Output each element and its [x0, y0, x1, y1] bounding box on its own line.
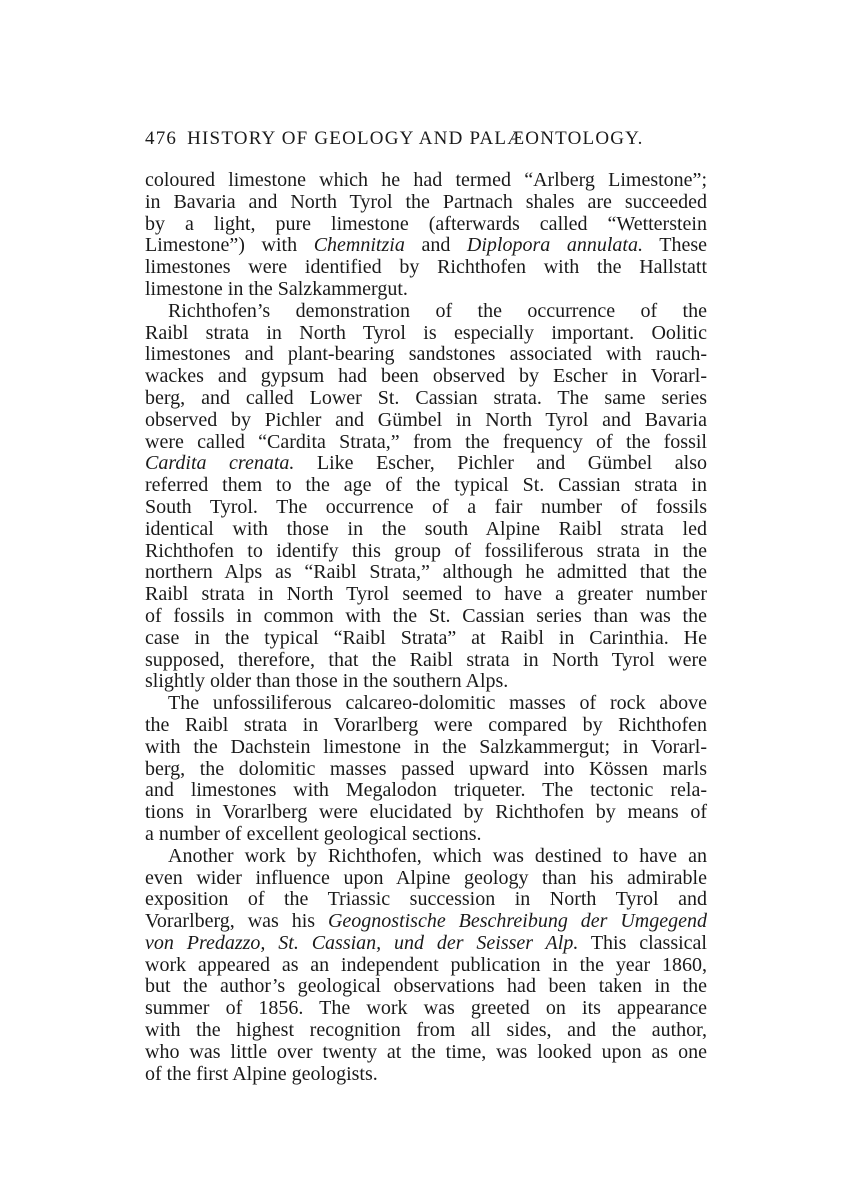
italic-text: Geognostische Beschreibung der Umgegend [327, 910, 707, 933]
text-line [145, 475, 707, 497]
text-line [145, 192, 707, 214]
text-line [145, 628, 707, 650]
line-text: Vorarlberg, was his [145, 910, 328, 933]
text-line [145, 606, 707, 628]
line-text: Richthofen’s demonstration of the occurrence of the [168, 299, 707, 322]
line-text: with the highest recognition from all sides, and the author, [145, 1019, 707, 1042]
text-line [145, 650, 707, 672]
line-text: northern Alps as “Raibl Strata,” although he admitted that the [145, 561, 707, 584]
line-text: even wider influence upon Alpine geology than his admirable [145, 866, 707, 889]
text-line [145, 933, 707, 955]
line-text: Like Escher, Pichler and Gümbel also [294, 452, 707, 475]
text-line [145, 257, 707, 279]
line-text: who was little over twenty at the time, was looked upon as one [145, 1040, 707, 1063]
line-text: Another work by Richthofen, which was destined to have an [168, 844, 707, 867]
line-text: These [642, 234, 707, 257]
line-text: the Raibl strata in Vorarlberg were compared by Richthofen [145, 713, 707, 736]
line-text: with the Dachstein limestone in the Salzkammergut; in Vorarl- [145, 735, 707, 758]
text-line [145, 214, 707, 236]
text-line [145, 846, 707, 868]
line-text: Richthofen to identify this group of fossiliferous strata in the [145, 539, 707, 562]
text-line [145, 541, 707, 563]
line-text: tions in Vorarlberg were elucidated by Richthofen by means of [145, 801, 707, 824]
text-line [145, 715, 707, 737]
line-text: berg, and called Lower St. Cassian strata. The same series [145, 386, 707, 409]
line-text: work appeared as an independent publication in the year 1860, [145, 953, 707, 976]
text-line [145, 170, 707, 192]
line-text: by a light, pure limestone (afterwards called “Wetterstein [145, 212, 707, 235]
line-text: summer of 1856. The work was greeted on its appearance [145, 997, 707, 1020]
text-line [145, 235, 707, 257]
running-title: HISTORY OF GEOLOGY AND PALÆONTOLOGY. [187, 128, 644, 149]
line-text: in Bavaria and North Tyrol the Partnach shales are succeeded [145, 190, 707, 213]
line-text: identical with those in the south Alpine Raibl strata led [145, 517, 707, 540]
text-line [145, 998, 707, 1020]
text-line [145, 1020, 707, 1042]
text-line [145, 976, 707, 998]
text-line [145, 780, 707, 802]
line-text: wackes and gypsum had been observed by Escher in Vorarl- [145, 365, 707, 388]
text-line [145, 344, 707, 366]
text-line [145, 323, 707, 345]
line-text: coloured limestone which he had termed “Arlberg Limestone”; [145, 169, 707, 191]
text-line [145, 584, 707, 606]
line-text: observed by Pichler and Gümbel in North Tyrol and Bavaria [145, 408, 707, 431]
line-text: of fossils in common with the St. Cassian series than was the [145, 604, 707, 627]
text-line [145, 388, 707, 410]
body-text [145, 170, 707, 1085]
running-head [145, 128, 705, 150]
text-line [145, 824, 707, 846]
line-text: The unfossiliferous calcareo-dolomitic masses of rock above [168, 692, 707, 715]
line-text: limestones and plant-bearing sandstones associated with rauch- [145, 343, 707, 366]
line-text: but the author’s geological observations had been taken in the [145, 975, 707, 998]
text-line [145, 889, 707, 911]
line-text: berg, the dolomitic masses passed upward into Kössen marls [145, 757, 707, 780]
line-text: referred them to the age of the typical St. Cassian strata in [145, 474, 707, 497]
text-line [145, 497, 707, 519]
line-text: limestones were identified by Richthofen with the Hallstatt [145, 256, 707, 279]
text-line [145, 1064, 707, 1086]
text-line [145, 693, 707, 715]
line-text: of the first Alpine geologists. [145, 1062, 378, 1085]
line-text: a number of excellent geological sections. [145, 822, 482, 845]
text-line [145, 562, 707, 584]
line-text: were called “Cardita Strata,” from the frequency of the fossil [145, 430, 707, 453]
text-line [145, 519, 707, 541]
line-text: Raibl strata in North Tyrol is especially important. Oolitic [145, 321, 707, 344]
text-line [145, 410, 707, 432]
text-line [145, 366, 707, 388]
text-line [145, 432, 707, 454]
text-line [145, 1042, 707, 1064]
line-text: Raibl strata in North Tyrol seemed to have a greater number [145, 583, 707, 606]
text-line [145, 453, 707, 475]
text-line [145, 955, 707, 977]
italic-text: Chemnitzia [313, 234, 405, 257]
text-line [145, 279, 707, 301]
text-line [145, 759, 707, 781]
text-line [145, 301, 707, 323]
line-text: supposed, therefore, that the Raibl strata in North Tyrol were [145, 648, 707, 671]
italic-text: Cardita crenata. [145, 452, 295, 475]
text-line [145, 868, 707, 890]
line-text: and [404, 234, 467, 257]
italic-text: von Predazzo, St. Cassian, und der Seisser Alp. [145, 931, 579, 954]
text-line [145, 671, 707, 693]
text-line [145, 911, 707, 933]
line-text: exposition of the Triassic succession in North Tyrol and [145, 888, 707, 911]
line-text: Limestone”) with [145, 234, 314, 257]
line-text: South Tyrol. The occurrence of a fair number of fossils [145, 495, 707, 518]
line-text: slightly older than those in the southern Alps. [145, 670, 509, 693]
line-text: This classical [578, 931, 707, 954]
line-text: and limestones with Megalodon triqueter. The tectonic rela- [145, 779, 707, 802]
line-text: case in the typical “Raibl Strata” at Raibl in Carinthia. He [145, 626, 707, 649]
italic-text: Diplopora annulata. [466, 234, 643, 257]
text-line [145, 737, 707, 759]
page-number: 476 [145, 128, 178, 149]
text-line [145, 802, 707, 824]
line-text: limestone in the Salzkammergut. [145, 277, 408, 300]
